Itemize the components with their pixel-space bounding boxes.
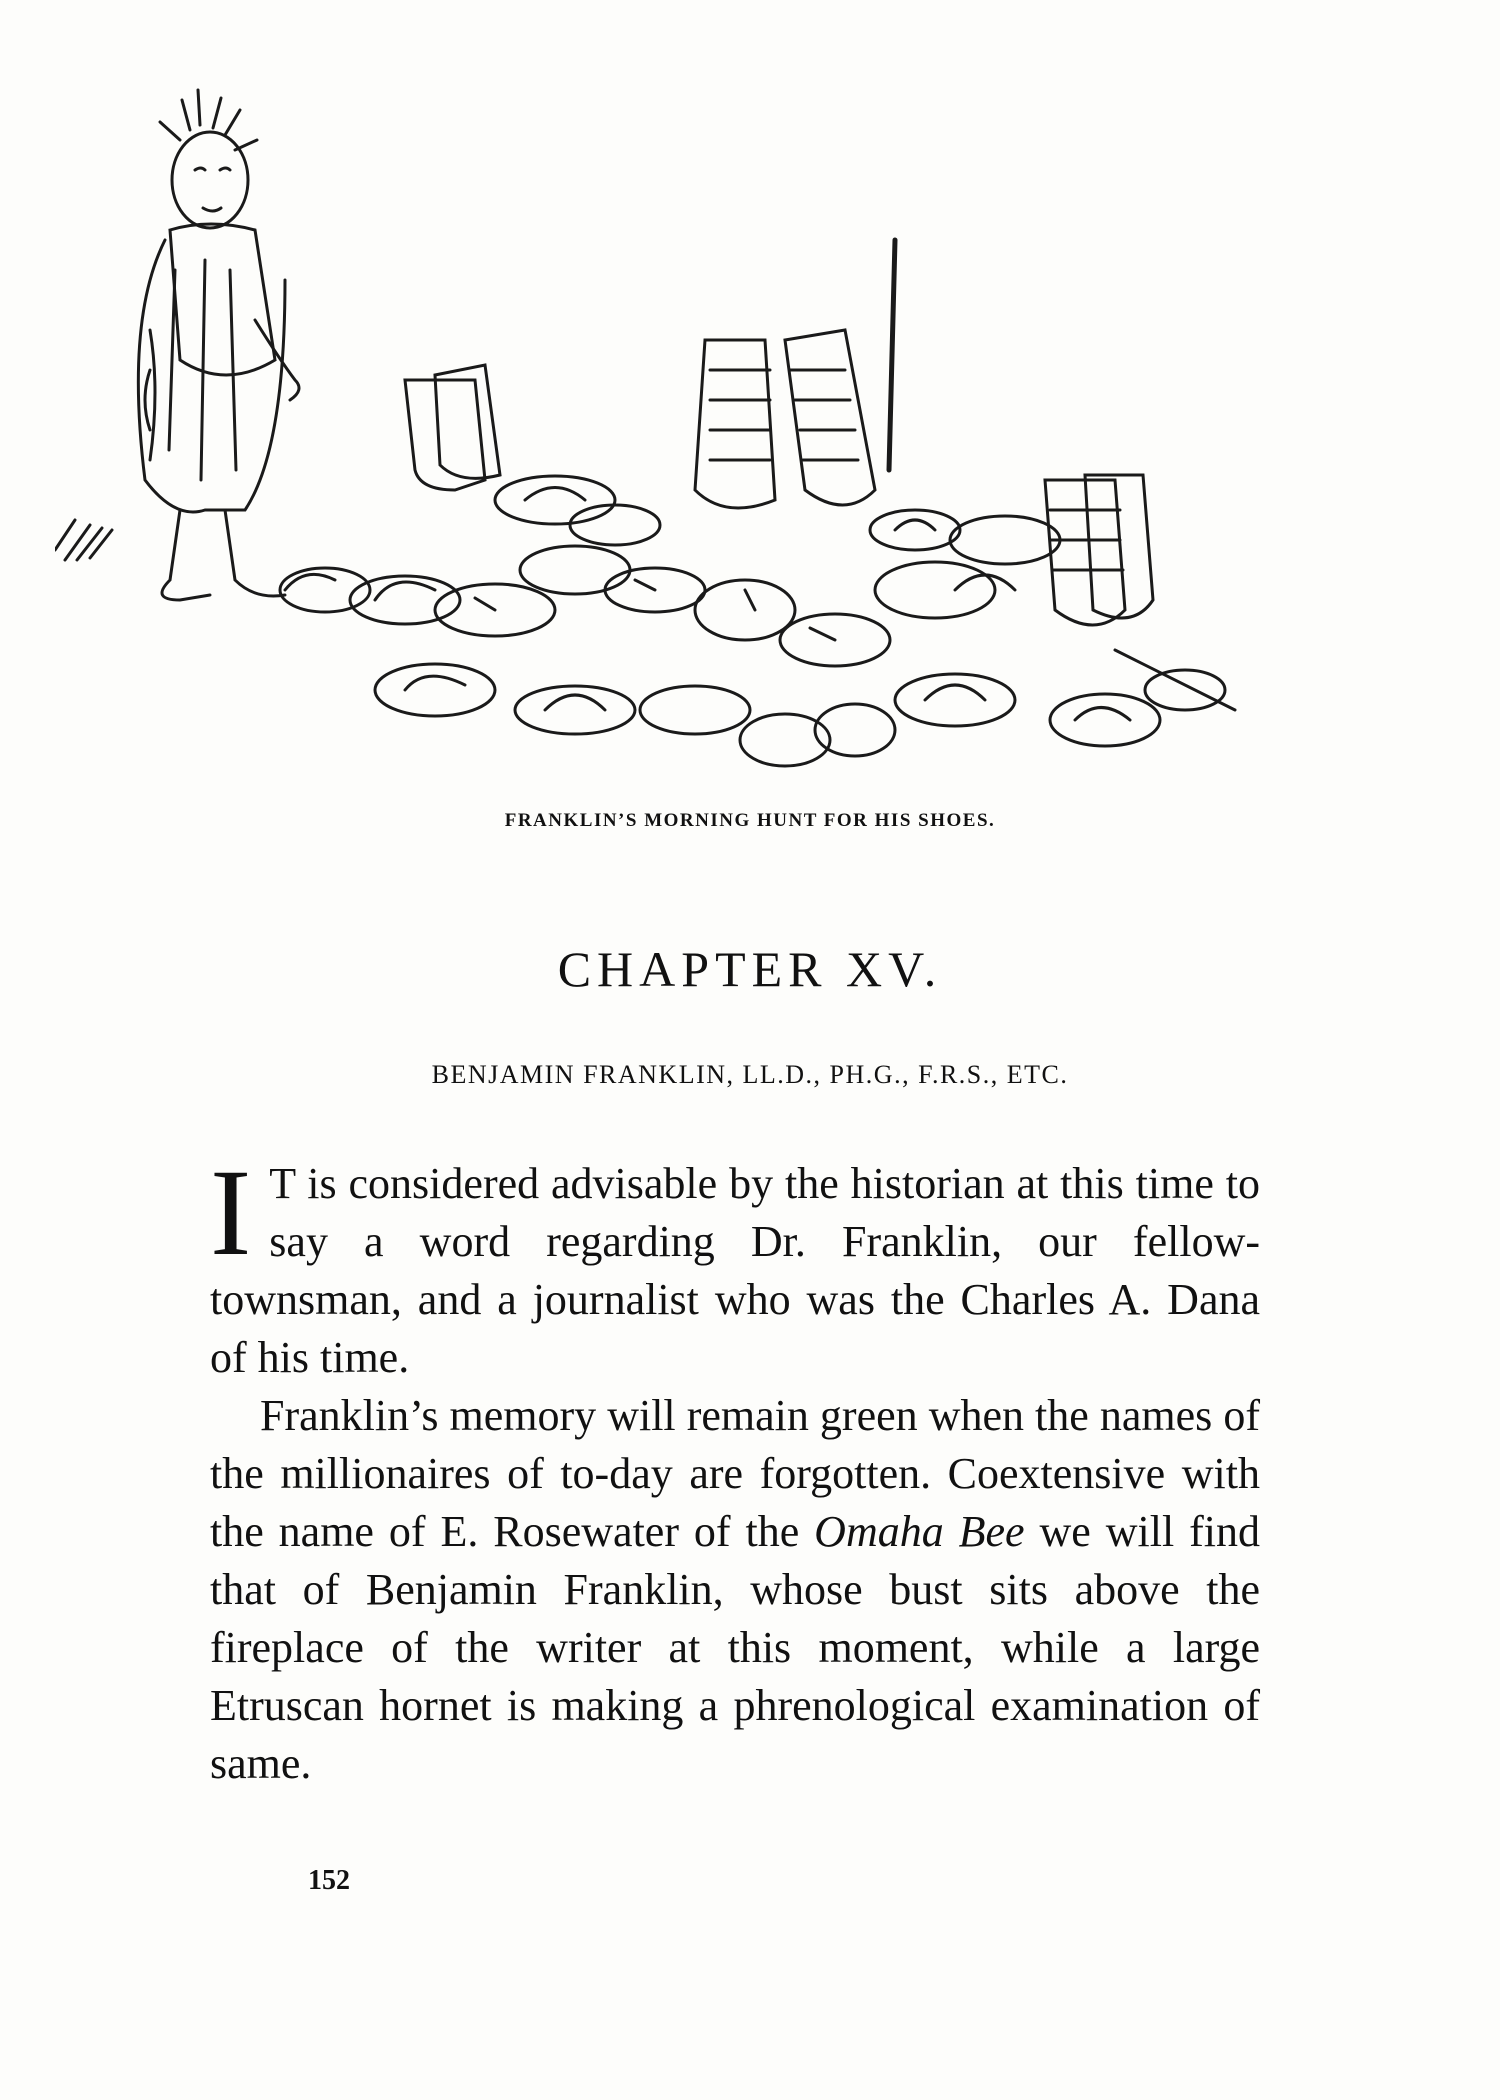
chapter-body — [210, 1144, 1260, 1793]
chapter-subtitle: BENJAMIN FRANKLIN, LL.D., PH.G., F.R.S., ETC. — [431, 1060, 1069, 1089]
boy-figure — [138, 90, 299, 600]
chapter-heading: CHAPTER XV. — [557, 941, 943, 997]
paragraph-1-text: T is considered advisable by the historian at this time to say a word regarding Dr. Franklin, our fellow-townsman, and a journalist who was the Charles A. Dana of his time. — [210, 1159, 1260, 1382]
paragraph-2-text-b: we will find that of Benjamin Franklin, whose bust sits above the fireplace of the writer at this moment, while a large Etruscan hornet is making a phrenological examination of same. — [210, 1507, 1260, 1788]
illustration-caption: FRANKLIN’S MORNING HUNT FOR HIS SHOES. — [504, 810, 996, 831]
drop-cap: I — [210, 1144, 252, 1281]
shoes-pile — [280, 476, 1225, 766]
shoe-hunt-illustration — [55, 70, 1255, 810]
page-number: 152 — [308, 1865, 350, 1896]
newspaper-title: Omaha Bee — [814, 1507, 1025, 1556]
paragraph-1 — [210, 1144, 1260, 1387]
paragraph-2-text-a: Franklin’s memory will remain green when the names of the millionaires of to-day are forgotten. Coextensive with the name of E. Rosewater of the — [210, 1391, 1260, 1556]
paragraph-2 — [210, 1387, 1260, 1793]
boots — [405, 330, 1153, 625]
